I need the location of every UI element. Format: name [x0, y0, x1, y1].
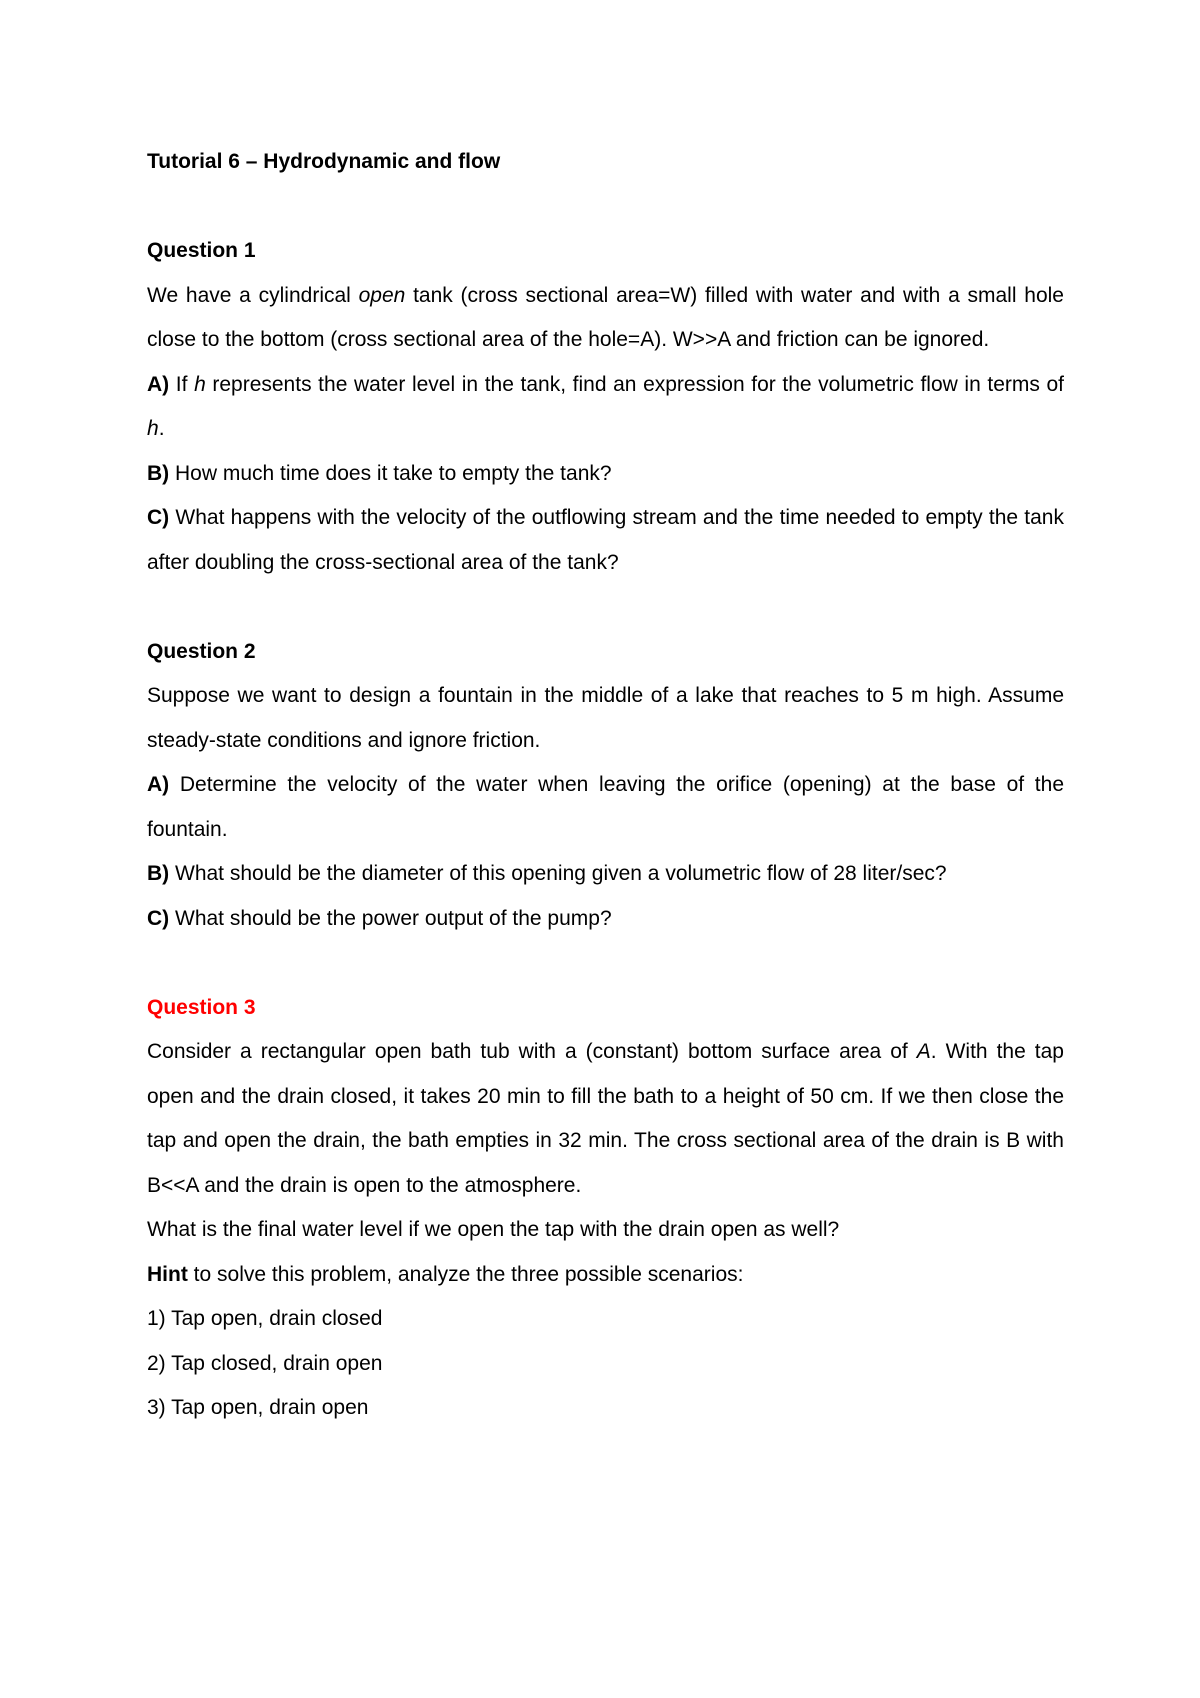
question-2-intro: Suppose we want to design a fountain in the middle of a lake that reaches to 5 m high. Assume steady-state conditions and ignore friction. — [147, 684, 1064, 752]
emphasis: h — [147, 417, 159, 440]
part-label: A) — [147, 372, 170, 396]
scenario-item: 3) Tap open, drain open — [147, 1396, 369, 1419]
question-3-question: What is the final water level if we open the tap with the drain open as well? — [147, 1218, 840, 1241]
text-run: We have a cylindrical — [147, 283, 359, 307]
part-label: C) — [147, 506, 170, 529]
question-2-part-c — [147, 897, 1064, 942]
question-1-heading: Question 1 — [147, 239, 256, 262]
emphasis: open — [358, 283, 406, 307]
scenario-item: 2) Tap closed, drain open — [147, 1351, 383, 1375]
hint-label: Hint — [147, 1262, 188, 1286]
question-1-part-a — [147, 363, 1064, 452]
spacer — [147, 185, 1064, 230]
text-run: What should be the power output of the pump? — [169, 906, 612, 930]
question-3-heading: Question 3 — [147, 995, 256, 1019]
question-1-intro — [147, 274, 1064, 363]
question-3-hint — [147, 1253, 1064, 1298]
emphasis: A — [916, 1040, 931, 1063]
question-2-part-a — [147, 763, 1064, 852]
text-run: represents the water level in the tank, find an expression for the volumetric flow in terms of — [205, 372, 1064, 396]
question-1-part-b — [147, 452, 1064, 497]
question-3-intro — [147, 1030, 1064, 1208]
document-title: Tutorial 6 – Hydrodynamic and flow — [147, 150, 501, 173]
text-run: to solve this problem, analyze the three possible scenarios: — [187, 1262, 744, 1286]
text-run: If — [169, 372, 195, 396]
part-label: C) — [147, 906, 170, 930]
spacer — [147, 585, 1064, 630]
part-label: B) — [147, 862, 170, 885]
text-run: What happens with the velocity of the outflowing stream and the time needed to empty the tank after doubling the cross-sectional area of the tank? — [147, 506, 1064, 574]
text-run: . — [158, 417, 165, 440]
text-run: How much time does it take to empty the tank? — [169, 461, 612, 485]
document-content — [147, 140, 1064, 1431]
text-run: tank (cross sectional area=W) filled with water and with a small hole close to the bottom (cross sectional area of the hole=A). W>>A and friction can be ignored. — [147, 283, 1064, 351]
text-run: What should be the diameter of this opening given a volumetric flow of 28 liter/sec? — [169, 862, 947, 885]
text-run: Determine the velocity of the water when leaving the orifice (opening) at the base of the fountain. — [147, 773, 1064, 841]
emphasis: h — [194, 372, 206, 396]
question-2 — [147, 630, 1064, 942]
question-1 — [147, 229, 1064, 585]
part-label: B) — [147, 461, 170, 485]
question-2-part-b — [147, 852, 1064, 897]
question-3 — [147, 986, 1064, 1431]
question-2-heading: Question 2 — [147, 639, 256, 663]
spacer — [147, 941, 1064, 986]
scenario-item: 1) Tap open, drain closed — [147, 1307, 383, 1330]
text-run: . With the tap open and the drain closed, it takes 20 min to fill the bath to a height of 50 cm. If we then close the tap and open the drain, the bath empties in 32 min. The cross sectional area of the drain is B with B<<A and the drain is open to the atmosphere. — [147, 1040, 1064, 1197]
text-run: Consider a rectangular open bath tub with a (constant) bottom surface area of — [147, 1040, 917, 1063]
question-1-part-c — [147, 496, 1064, 585]
part-label: A) — [147, 773, 170, 796]
